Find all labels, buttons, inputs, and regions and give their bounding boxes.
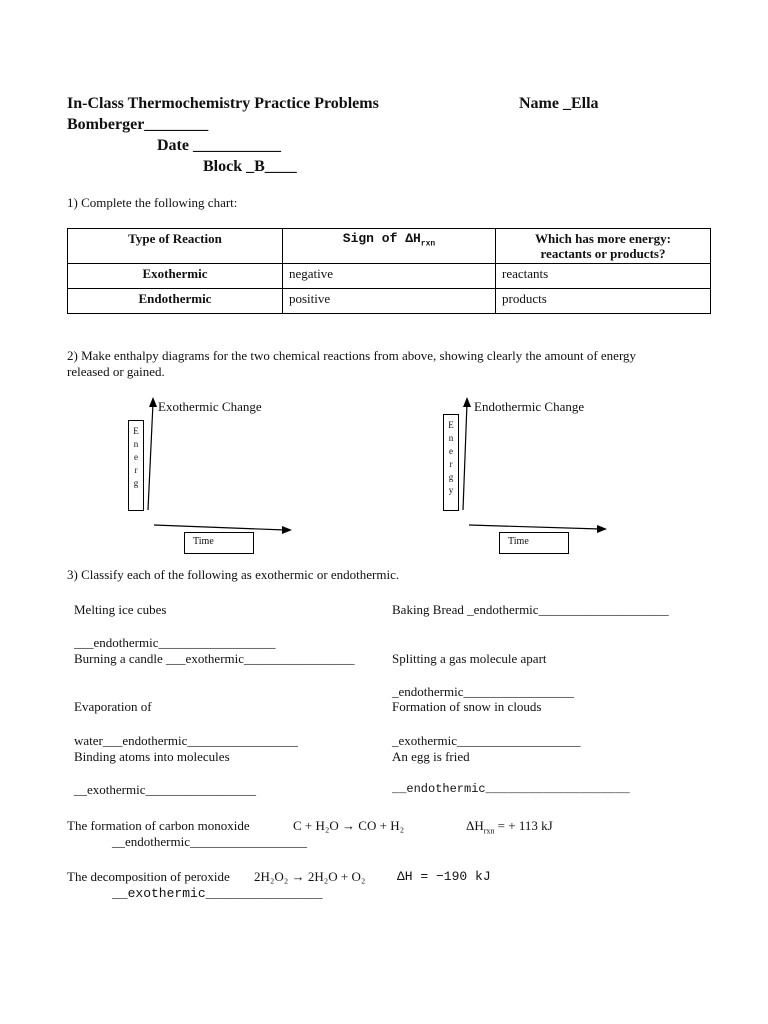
energy-letter: n xyxy=(133,439,139,449)
answer-melting[interactable]: ___endothermic__________________ xyxy=(74,635,276,650)
exo-diagram-title: Exothermic Change xyxy=(158,399,262,414)
co-formation-label: The formation of carbon monoxide xyxy=(67,818,250,833)
energy-letter: e xyxy=(449,446,453,456)
co-dh-sub: rxn xyxy=(483,826,495,836)
exo-axes xyxy=(140,395,300,540)
energy-letter: r xyxy=(449,459,453,469)
chart-header-sign xyxy=(283,229,496,264)
chart-cell-more[interactable]: products xyxy=(496,289,711,314)
item-snow: Formation of snow in clouds xyxy=(392,699,542,714)
co-enthalpy xyxy=(466,818,553,836)
energy-letter: n xyxy=(448,433,454,443)
chart-header-energy-l2: reactants or products? xyxy=(540,246,666,261)
answer-egg[interactable]: __endothermic____________________ xyxy=(392,782,630,796)
co-dh-value: = + 113 kJ xyxy=(494,818,553,833)
energy-letter: e xyxy=(134,452,138,462)
energy-letter: y xyxy=(448,485,454,495)
endo-x-arrowhead xyxy=(597,525,607,533)
block-field[interactable]: Block _B____ xyxy=(203,158,297,175)
endo-y-axis xyxy=(463,403,467,510)
answer-binding[interactable]: __exothermic_________________ xyxy=(74,782,256,797)
chart-cell-more[interactable]: reactants xyxy=(496,264,711,289)
q2-prompt-line2: released or gained. xyxy=(67,364,165,379)
co-equation: C + H₂O → CO + H₂ xyxy=(293,818,405,833)
worksheet-title: In-Class Thermochemistry Practice Problems xyxy=(67,95,379,112)
exo-x-axis xyxy=(154,525,285,530)
item-baking[interactable]: Baking Bread _endothermic____________________ xyxy=(392,602,669,617)
chart-cell-sign[interactable]: negative xyxy=(283,264,496,289)
date-field[interactable]: Date ___________ xyxy=(157,137,281,154)
exo-time-label: Time xyxy=(184,532,254,554)
peroxide-enthalpy: ΔH = −190 kJ xyxy=(397,869,491,884)
energy-letter: E xyxy=(448,420,454,430)
name-field[interactable]: Name _Ella xyxy=(519,95,599,112)
chart-header-sign-text: Sign of ΔH xyxy=(342,231,421,246)
energy-letter: g xyxy=(133,478,139,488)
chart-header-energy xyxy=(496,229,711,264)
peroxide-label: The decomposition of peroxide xyxy=(67,869,230,884)
q2-prompt-line1: 2) Make enthalpy diagrams for the two chemical reactions from above, showing clearly the amount of energy xyxy=(67,348,637,363)
item-burning[interactable]: Burning a candle ___exothermic_________________ xyxy=(74,651,355,666)
answer-co[interactable]: __endothermic__________________ xyxy=(112,834,307,849)
item-melting: Melting ice cubes xyxy=(74,602,167,617)
chart-cell-type: Exothermic xyxy=(68,264,283,289)
co-dh-symbol: ΔH xyxy=(466,818,484,833)
exo-y-axis xyxy=(148,403,153,510)
item-egg: An egg is fried xyxy=(392,749,470,764)
endo-time-label: Time xyxy=(499,532,569,554)
chart-header-type: Type of Reaction xyxy=(68,229,283,264)
energy-letter: E xyxy=(133,426,139,436)
endo-diagram-title: Endothermic Change xyxy=(474,399,585,414)
energy-letter: g xyxy=(448,472,454,482)
reaction-chart xyxy=(67,228,711,314)
item-splitting: Splitting a gas molecule apart xyxy=(392,651,547,666)
energy-letter: r xyxy=(134,465,138,475)
item-binding: Binding atoms into molecules xyxy=(74,749,230,764)
answer-snow[interactable]: _exothermic___________________ xyxy=(392,733,581,748)
exo-x-arrowhead xyxy=(282,526,292,534)
q3-prompt: 3) Classify each of the following as exothermic or endothermic. xyxy=(67,567,400,582)
item-evaporation: Evaporation of xyxy=(74,699,152,714)
endo-x-axis xyxy=(469,525,600,529)
endo-y-arrowhead xyxy=(463,397,471,407)
chart-cell-sign[interactable]: positive xyxy=(283,289,496,314)
exo-y-arrowhead xyxy=(149,397,157,407)
answer-evaporation[interactable]: water___endothermic_________________ xyxy=(74,733,298,748)
answer-splitting[interactable]: _endothermic_________________ xyxy=(392,684,574,699)
peroxide-equation: 2H₂O₂ → 2H₂O + O₂ xyxy=(254,869,366,884)
chart-row xyxy=(68,264,711,289)
answer-peroxide[interactable]: __exothermic_______________ xyxy=(112,886,323,901)
chart-header-energy-l1: Which has more energy: xyxy=(535,231,671,246)
chart-header-sign-sub: rxn xyxy=(420,239,436,249)
name-field-continued: Bomberger________ xyxy=(67,116,209,133)
q1-prompt: 1) Complete the following chart: xyxy=(67,195,238,210)
endo-axes xyxy=(455,395,615,540)
chart-row xyxy=(68,289,711,314)
chart-cell-type: Endothermic xyxy=(68,289,283,314)
